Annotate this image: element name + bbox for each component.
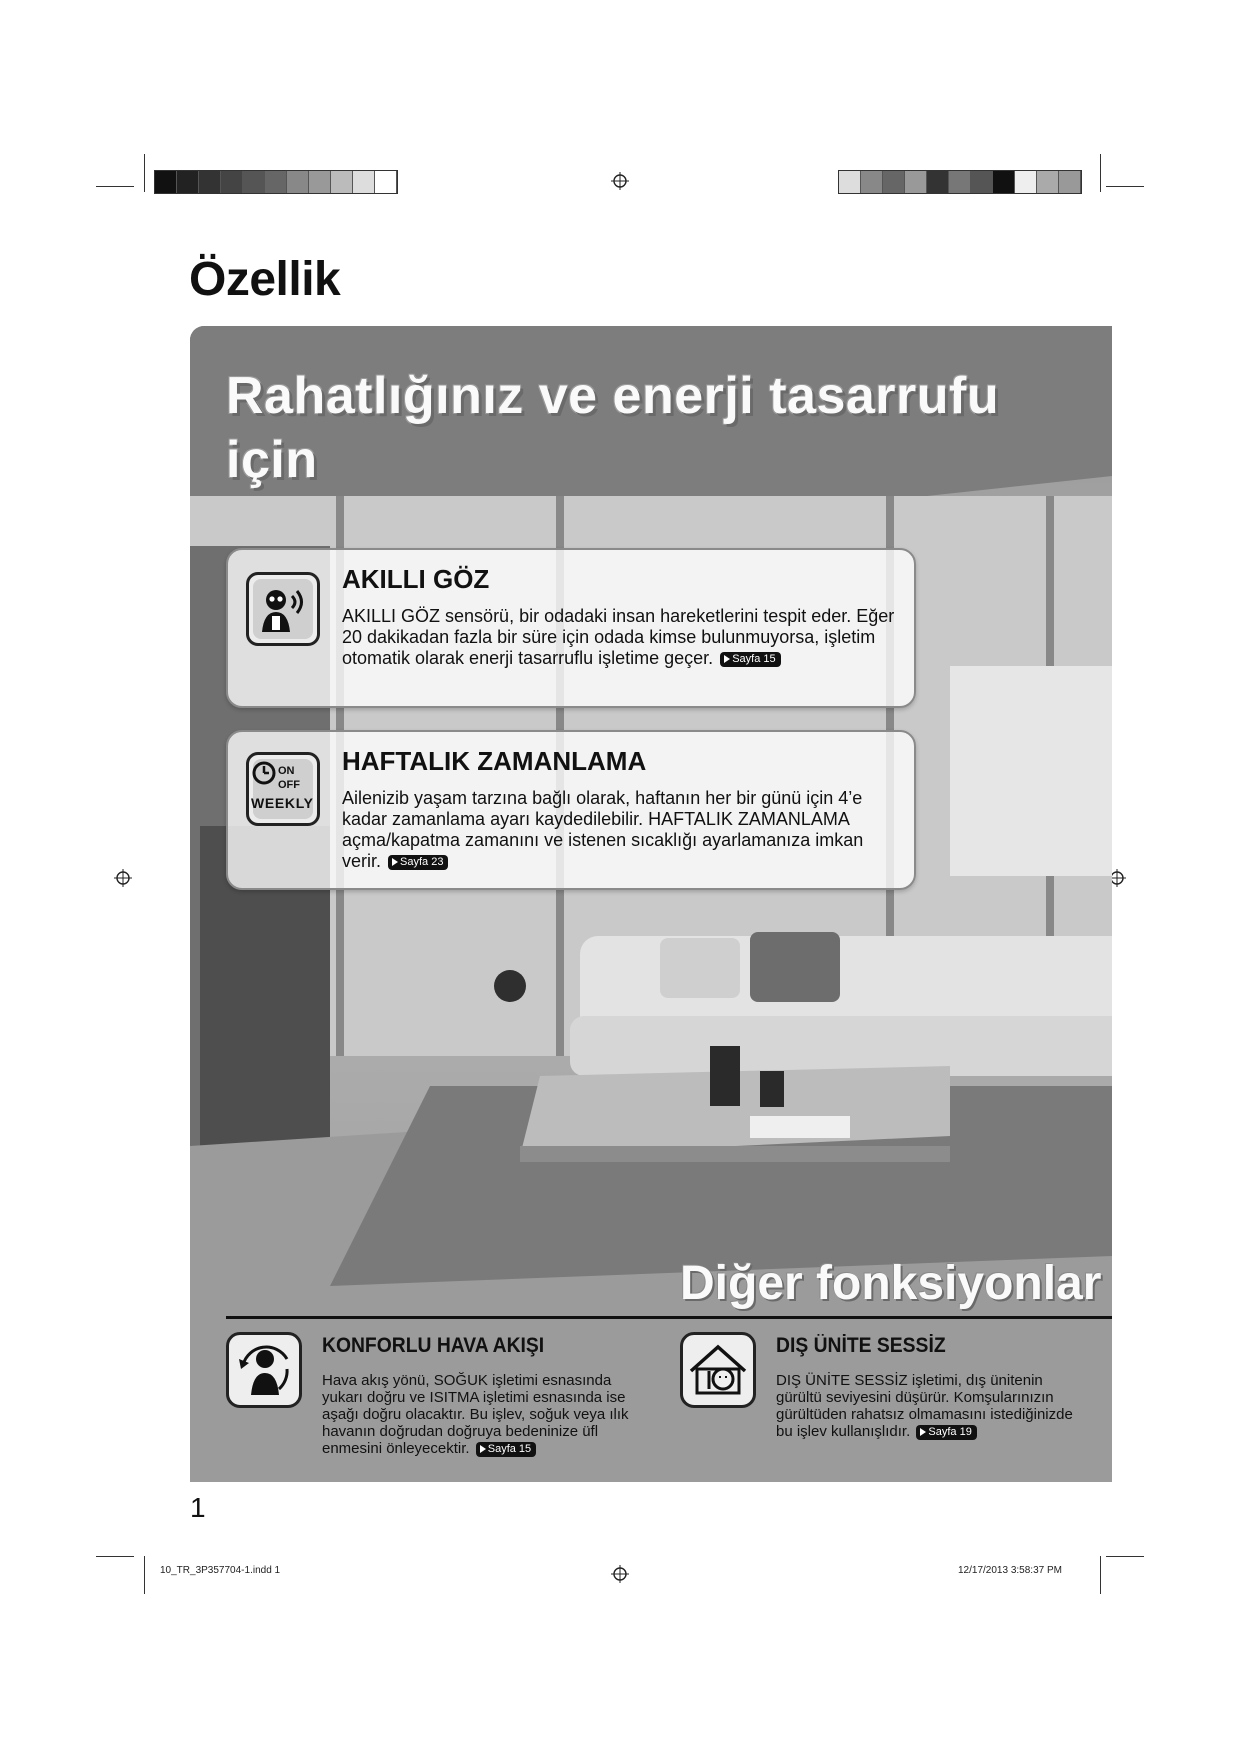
registration-mark-top [611,172,629,190]
page-reference-badge[interactable] [916,1425,976,1440]
intelligent-eye-icon [246,572,320,646]
feature-text: AKILLI GÖZ sensörü, bir odadaki insan hareketlerini tespit eder. Eğer 20 dakikadan fazla bir süre için odada kimse bulunmuyorsa, işletim otomatik olarak enerji tasarruflu işletime geçer. [342,606,895,668]
feature-description [342,606,902,669]
page-reference-badge[interactable] [388,855,448,870]
feature-title: HAFTALIK ZAMANLAMA [342,746,647,776]
comfort-airflow-icon [226,1332,302,1408]
other-feature-title: KONFORLU HAVA AKIŞI [322,1334,545,1357]
other-feature-comfort-airflow [226,1328,666,1478]
other-feature-description [776,1372,1086,1440]
page-reference-label: Sayfa 15 [487,1442,532,1455]
feature-panel [190,326,1112,1482]
page-reference-badge[interactable] [720,652,780,667]
other-feature-description [322,1372,632,1457]
feature-title: AKILLI GÖZ [342,564,490,594]
icon-label-weekly: WEEKLY [251,795,313,811]
outdoor-quiet-icon [680,1332,756,1408]
footer-timestamp: 12/17/2013 3:58:37 PM [958,1565,1062,1576]
arrow-right-icon [392,858,398,866]
page-reference-label: Sayfa 19 [928,1425,972,1438]
feature-card-weekly-timer [226,730,916,890]
weekly-timer-icon [246,752,320,826]
page-number: 1 [190,1492,206,1523]
hero-title: Rahatlığınız ve enerji tasarrufu için [226,367,1000,489]
icon-label-off: OFF [278,779,300,791]
other-feature-text: DIŞ ÜNİTE SESSİZ işletimi, dış ünitenin gürültü seviyesini düşürür. Komşularınızın gürültüden rahatsız olmamasını istediğinizde bu işlev kullanışlıdır. [776,1372,1073,1440]
feature-text: Ailenizib yaşam tarzına bağlı olarak, haftanın her bir günü için 4’e kadar zamanlama ayarı kaydedilebilir. HAFTALIK ZAMANLAMA açma/kapatma zamanını ve istenen sıcaklığı ayarlamanıza imkan verir. [342,788,864,871]
other-feature-outdoor-quiet [680,1328,1110,1478]
footer-file-name: 10_TR_3P357704-1.indd 1 [160,1565,281,1576]
arrow-right-icon [724,655,730,663]
icon-label-on: ON [278,765,295,777]
page-title: Özellik [189,253,341,306]
feature-description [342,788,902,872]
registration-mark-left [114,869,132,887]
color-bar-right [838,170,1082,194]
other-functions-title: Diğer fonksiyonlar [680,1257,1102,1310]
other-feature-text: Hava akış yönü, SOĞUK işletimi esnasında yukarı doğru ve ISITMA işletimi esnasında ise aşağı doğru olacaktır. Bu işlev, soğuk veya ılık havanın doğrudan doğruya bedeninize üfl enmesini önleyecektir. [322,1372,629,1457]
arrow-right-icon [920,1428,926,1436]
page-reference-label: Sayfa 15 [732,652,776,665]
other-feature-title: DIŞ ÜNİTE SESSİZ [776,1334,946,1357]
page-reference-badge[interactable] [476,1442,536,1457]
color-bar-left [154,170,398,194]
arrow-right-icon [480,1445,486,1453]
feature-card-intelligent-eye [226,548,916,708]
page-reference-label: Sayfa 23 [400,855,444,868]
section-divider [226,1316,1112,1319]
registration-mark-bottom [611,1565,629,1583]
